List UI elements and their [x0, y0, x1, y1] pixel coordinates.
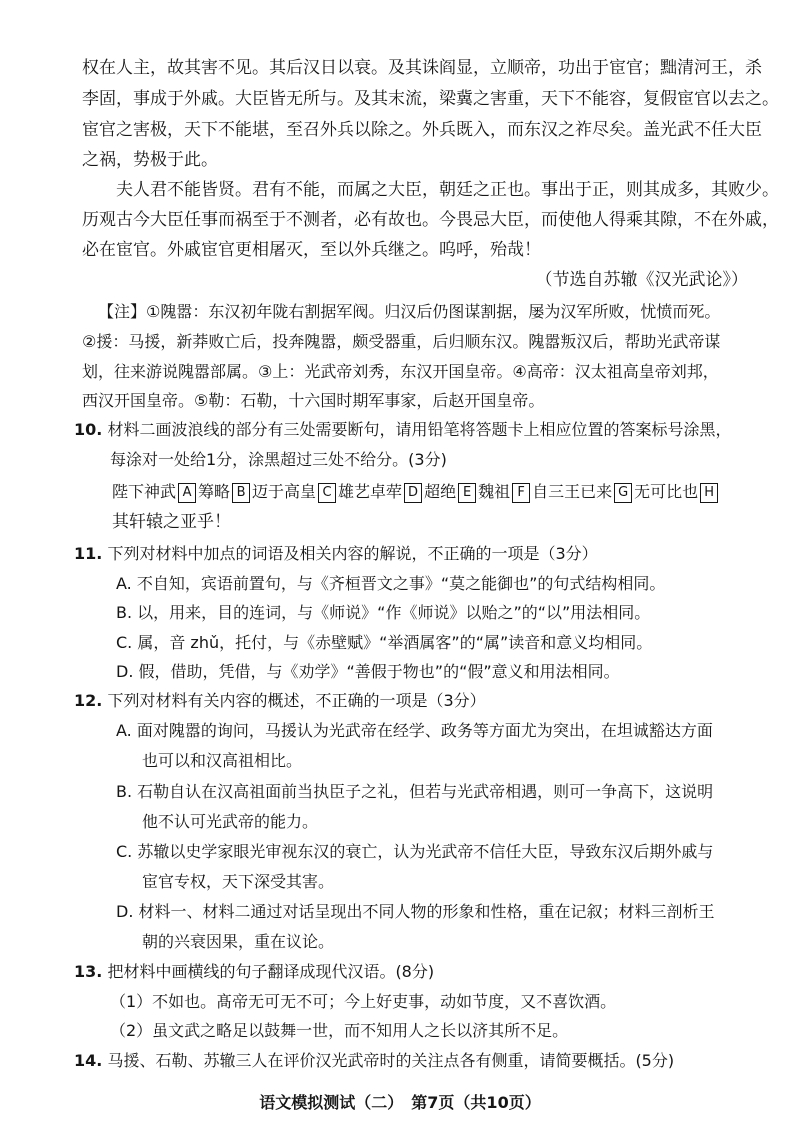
- page-footer: 语文模拟测试（二） 第7页（共10页）: [259, 1093, 541, 1112]
- question-stem: 材料二画波浪线的部分有三处需要断句，请用铅笔将答题卡上相应位置的答案标号涂黑，: [107, 420, 732, 439]
- question-stem: 马援、石勒、苏辙三人在评价汉光武帝时的关注点各有侧重，请简要概括。(5分): [107, 1051, 675, 1070]
- passage-line: 宦官之害极，天下不能堪，至召外兵以除之。外兵既入，而东汉之祚尽矣。盖光武不任大臣: [82, 120, 762, 140]
- option-c: C. 属，音 zhǔ，托付，与《赤壁赋》“举酒属客”的“属”读音和意义均相同。: [116, 633, 653, 652]
- question-number: 14.: [74, 1051, 103, 1070]
- passage-line: 权在人主，故其害不见。其后汉日以衰。及其诛阎显，立顺帝，功出于宦官；黜清河王，杀: [82, 58, 762, 78]
- answer-option-box[interactable]: D: [404, 483, 422, 503]
- passage-line: 夫人君不能皆贤。君有不能，而属之大臣，朝廷之正也。事出于正，则其成多，其败少。: [116, 180, 779, 200]
- segment-text: 魏祖: [478, 482, 511, 501]
- segment-text: 筹略: [198, 482, 231, 501]
- question-14: [74, 1049, 674, 1073]
- sentence-break-tail: 其轩辕之亚乎！: [112, 512, 231, 532]
- translation-item: （2）虽文武之略足以鼓舞一世，而不知用人之长以济其所不足。: [110, 1021, 569, 1040]
- passage-line: 必在宦官。外戚宦官更相屠灭，至以外兵继之。呜呼，殆哉！: [82, 240, 541, 260]
- option-d: D. 假，借助，凭借，与《劝学》“善假于物也”的“假”意义和用法相同。: [116, 662, 620, 681]
- option-d-cont: 朝的兴衰因果，重在议论。: [142, 932, 335, 951]
- option-b-cont: 他不认可光武帝的能力。: [142, 812, 319, 831]
- question-10-cont: 每涂对一处给1分，涂黑超过三处不给分。(3分): [110, 450, 447, 469]
- option-c: C. 苏辙以史学家眼光审视东汉的衰亡，认为光武帝不信任大臣，导致东汉后期外戚与: [116, 842, 714, 861]
- option-b: B. 以，用来，目的连词，与《师说》“作《师说》以贻之”的“以”用法相同。: [116, 603, 651, 622]
- note-line: 西汉开国皇帝。⑤勒：石勒，十六国时期军事家，后赵开国皇帝。: [82, 391, 545, 410]
- segment-text: 雄艺卓荦: [338, 482, 403, 501]
- question-stem: 下列对材料有关内容的概述，不正确的一项是（3分）: [107, 691, 486, 710]
- option-a-cont: 也可以和汉高祖相比。: [142, 751, 303, 770]
- answer-option-box[interactable]: A: [178, 483, 196, 503]
- segment-text: 超绝: [424, 482, 457, 501]
- question-stem: 下列对材料中加点的词语及相关内容的解说，不正确的一项是（3分）: [107, 544, 598, 563]
- note-line: 划，往来游说隗嚣部属。③上：光武帝刘秀，东汉开国皇帝。④高帝：汉太祖高皇帝刘邦，: [82, 362, 719, 381]
- question-13: [74, 960, 434, 984]
- question-number: 12.: [74, 691, 103, 710]
- answer-option-box[interactable]: E: [458, 483, 476, 503]
- segment-text: 迈于高皇: [252, 482, 317, 501]
- segment-text: 陛下神武: [112, 482, 177, 501]
- question-10: [74, 418, 731, 442]
- question-number: 13.: [74, 962, 103, 981]
- question-stem: 把材料中画横线的句子翻译成现代汉语。(8分): [107, 962, 435, 981]
- passage-line: 之祸，势极于此。: [82, 150, 218, 170]
- translation-item: （1）不如也。髙帝无可无不可；今上好吏事，动如节度，又不喜饮酒。: [110, 992, 617, 1011]
- question-12: [74, 689, 486, 713]
- option-a: A. 面对隗嚣的询问，马援认为光武帝在经学、政务等方面尤为突出，在坦诚豁达方面: [116, 721, 713, 740]
- sentence-break-line: [112, 480, 720, 504]
- segment-text: 自三王已来: [532, 482, 613, 501]
- option-b: B. 石勒自认在汉高祖面前当执臣子之礼，但若与光武帝相遇，则可一争高下，这说明: [116, 782, 714, 801]
- option-d: D. 材料一、材料二通过对话呈现出不同人物的形象和性格，重在记叙；材料三剖析王: [116, 902, 715, 921]
- passage-line: 李固，事成于外戚。大臣皆无所与。及其末流，梁冀之害重，天下不能容，复假宦官以去之。: [82, 89, 779, 109]
- question-11: [74, 542, 598, 566]
- answer-option-box[interactable]: H: [700, 483, 718, 503]
- option-a: A. 不自知，宾语前置句，与《齐桓晋文之事》“莫之能御也”的句式结构相同。: [116, 574, 666, 593]
- answer-option-box[interactable]: B: [232, 483, 250, 503]
- segment-text: 无可比也: [634, 482, 699, 501]
- passage-source: （节选自苏辙《汉光武论》）: [535, 270, 748, 290]
- passage-line: 历观古今大臣任事而祸至于不测者，必有故也。今畏忌大臣，而使他人得乘其隙，不在外戚，: [82, 210, 779, 230]
- answer-option-box[interactable]: G: [614, 483, 632, 503]
- answer-option-box[interactable]: C: [318, 483, 336, 503]
- question-number: 11.: [74, 544, 103, 563]
- question-number: 10.: [74, 420, 103, 439]
- note-line: ②援：马援，新莽败亡后，投奔隗嚣，颇受器重，后归顺东汉。隗嚣叛汉后，帮助光武帝谋: [82, 332, 721, 351]
- answer-option-box[interactable]: F: [512, 483, 530, 503]
- note-line: 【注】①隗嚣：东汉初年陇右割据军阀。归汉后仍图谋割据，屡为汉军所败，忧愤而死。: [98, 302, 721, 321]
- option-c-cont: 宦官专权，天下深受其害。: [142, 872, 335, 891]
